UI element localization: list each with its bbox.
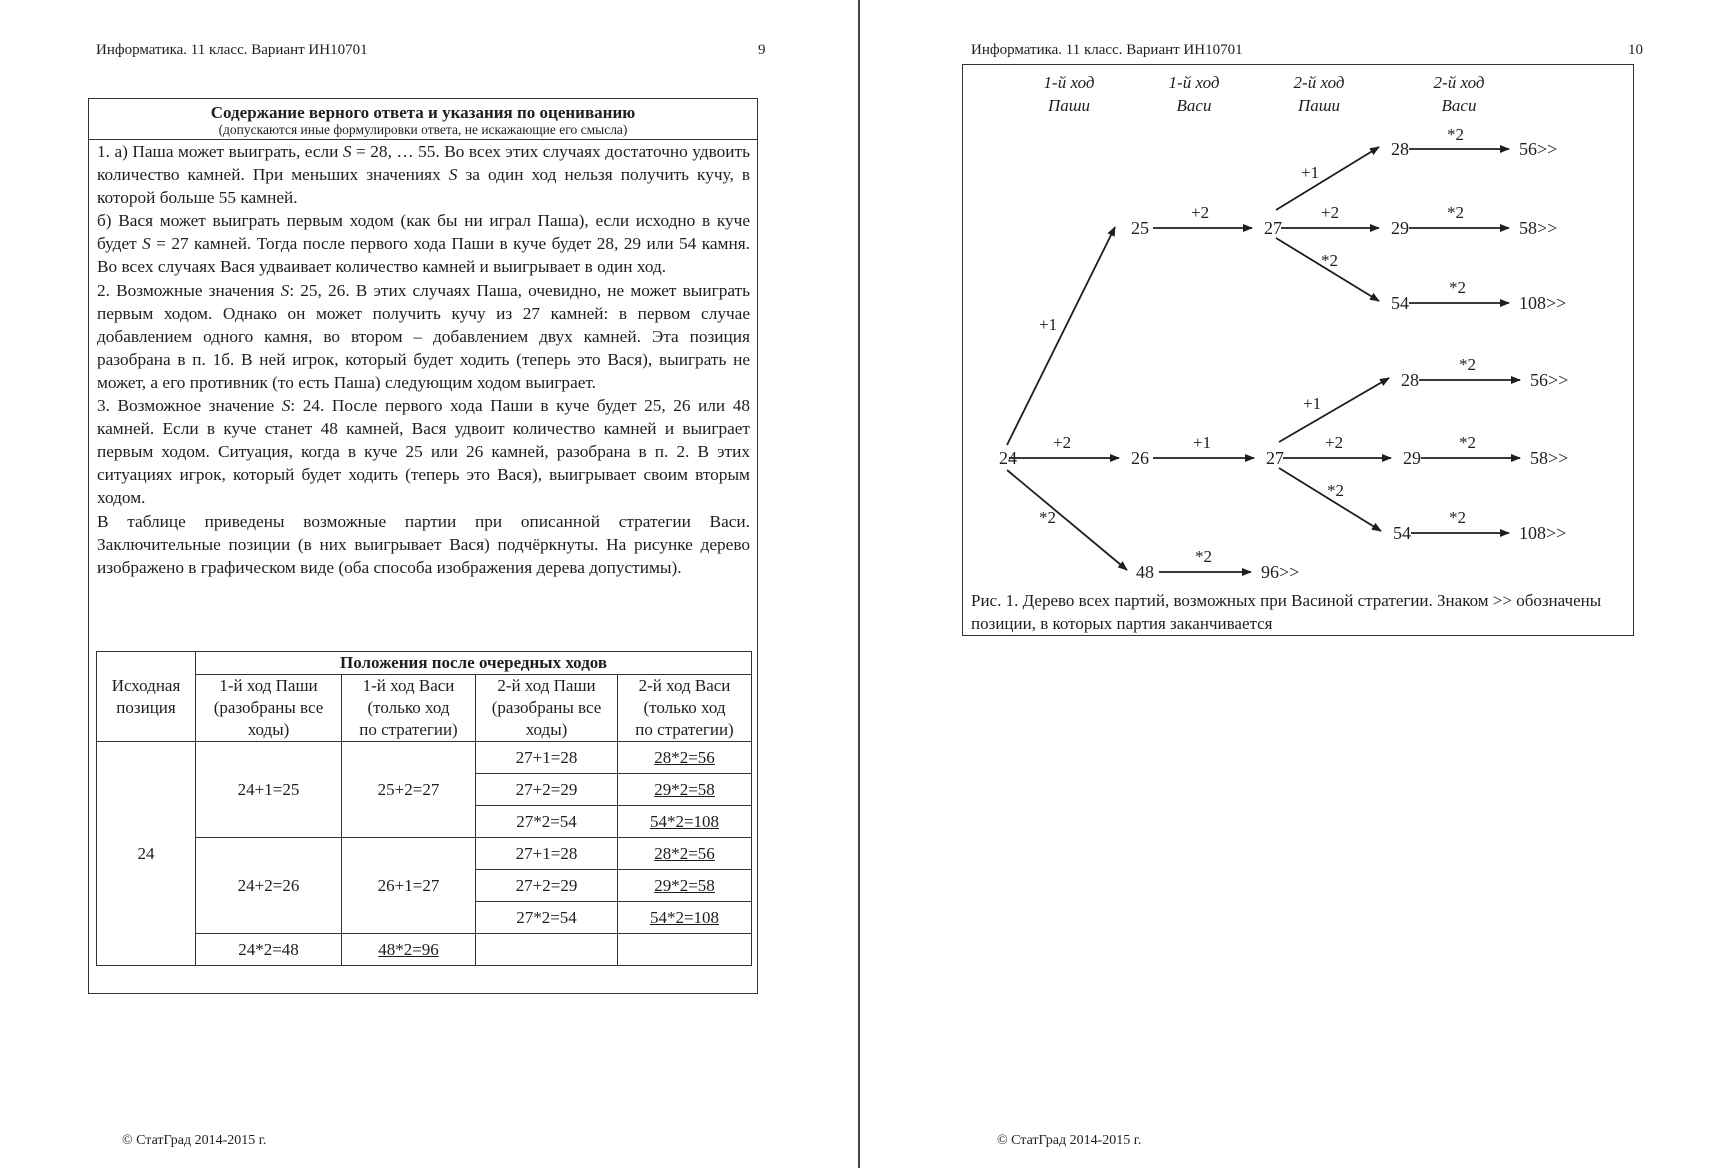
tree-edges xyxy=(1007,147,1520,572)
tree-edge-root_a xyxy=(1007,227,1115,445)
table-cell: 24+2=26 xyxy=(196,838,342,934)
tree-edge-a27_28 xyxy=(1276,147,1379,210)
tree-node-a108: 108>> xyxy=(1519,293,1567,313)
tree-edge-label-c_96: *2 xyxy=(1195,547,1212,566)
column-header: Паши xyxy=(1047,96,1091,115)
table-cell: 27+1=28 xyxy=(476,742,618,774)
tree-node-a54: 54 xyxy=(1391,293,1409,313)
tree-edge-label-b27_54: *2 xyxy=(1327,481,1344,500)
table-cell: 27*2=54 xyxy=(476,806,618,838)
tree-edge-label-root_c: *2 xyxy=(1039,508,1056,527)
games-table xyxy=(96,651,752,966)
paragraph-2: 2. Возможные значения S: 25, 26. В этих случаях Паша, очевидно, не может выиграть первым ходом. Однако он может получить кучу из 27 камней: в первом случае добавлением одного камня, во втором – добавлением двух камней. Эта позиция разобрана в п. 1б. В ней игрок, который будет ходить (теперь это Вася), выиграть не может, а его противник (то есть Паша) следующим ходом выиграет. xyxy=(97,280,750,392)
box-title: Содержание верного ответа и указания по оцениванию xyxy=(210,103,636,122)
column-header: 1-й ход xyxy=(1168,73,1220,92)
header-title-right: Информатика. 11 класс. Вариант ИН10701 xyxy=(971,42,1243,58)
tree-edge-label-root_b: +2 xyxy=(1053,433,1072,452)
table-cell: 24*2=48 xyxy=(196,934,342,966)
col-start-header: Исходная позиция xyxy=(97,652,196,742)
tree-edge-label-b27_28: +1 xyxy=(1303,394,1322,413)
start-cell: 24 xyxy=(97,742,196,966)
table-cell: 24+1=25 xyxy=(196,742,342,838)
tree-node-a28: 28 xyxy=(1391,139,1409,159)
answer-box xyxy=(88,98,758,994)
column-header: Васи xyxy=(1176,96,1212,115)
tree-node-b27: 27 xyxy=(1266,448,1284,468)
table-cell-final: 48*2=96 xyxy=(342,934,476,966)
table-cell-final: 29*2=58 xyxy=(618,774,752,806)
tree-edge-label-b54_108: *2 xyxy=(1449,508,1466,527)
box-subtitle: (допускаются иные формулировки ответа, не искажающие его смысла) xyxy=(89,123,757,140)
table-cell: 27+1=28 xyxy=(476,838,618,870)
tree-edge-label-b29_58: *2 xyxy=(1459,433,1476,452)
tree-edge-label-a27_54: *2 xyxy=(1321,251,1338,270)
tree-edge-label-a_27: +2 xyxy=(1191,203,1210,222)
tree-node-b29: 29 xyxy=(1403,448,1421,468)
tree-node-a29: 29 xyxy=(1391,218,1409,238)
table-cell-final: 28*2=56 xyxy=(618,838,752,870)
page-number-right: 10 xyxy=(1628,42,1643,58)
paragraph-3: 3. Возможное значение S: 24. После первого хода Паши в куче будет 25, 26 или 48 камней. Если в куче станет 48 камней, Вася удвоит количество камней и выиграет первым ходом. Ситуация, когда в куче 25 или 26 камней, разобрана в п. 2. В этих ситуациях игрок, который будет ходить (теперь это Вася), выигрывает своим вторым ходом. xyxy=(97,396,750,508)
column-header: 1-й ход xyxy=(1043,73,1095,92)
tree-node-b58: 58>> xyxy=(1530,448,1569,468)
tree-node-c: 48 xyxy=(1136,562,1154,582)
paragraph-table-intro: В таблице приведены возможные партии при описанной стратегии Васи. Заключительные позиции (в них выигрывает Вася) подчёркнуты. На рисунке дерево изображено в графическом виде (оба способа изображения дерева допустимы). xyxy=(97,511,750,577)
tree-node-b108: 108>> xyxy=(1519,523,1567,543)
tree-edge-label-b28_56: *2 xyxy=(1459,355,1476,374)
tree-node-a58: 58>> xyxy=(1519,218,1558,238)
column-header: Васи xyxy=(1441,96,1477,115)
column-header: 2-й ход xyxy=(1433,73,1485,92)
tree-node-a: 25 xyxy=(1131,218,1149,238)
table-row xyxy=(97,838,752,870)
figure-box xyxy=(962,64,1634,636)
page-number-left: 9 xyxy=(758,42,766,58)
table-row xyxy=(97,742,752,774)
tree-node-b54: 54 xyxy=(1393,523,1411,543)
table-row xyxy=(97,934,752,966)
col-pasha-2-header: 2-й ход Паши (разобраны все ходы) xyxy=(476,675,618,742)
footer-right: © СтатГрад 2014-2015 г. xyxy=(997,1133,1142,1148)
table-cell-final: 54*2=108 xyxy=(618,902,752,934)
footer-left: © СтатГрад 2014-2015 г. xyxy=(122,1133,267,1148)
col-vasya-1-header: 1-й ход Васи (только ход по стратегии) xyxy=(342,675,476,742)
col-pasha-1-header: 1-й ход Паши (разобраны все ходы) xyxy=(196,675,342,742)
tree-edge-label-a29_58: *2 xyxy=(1447,203,1464,222)
table-cell: 25+2=27 xyxy=(342,742,476,838)
tree-node-a56: 56>> xyxy=(1519,139,1558,159)
game-tree-diagram xyxy=(963,65,1633,585)
tree-edge-label-b27_29: +2 xyxy=(1325,433,1344,452)
column-header: 2-й ход xyxy=(1293,73,1345,92)
table-cell: 27+2=29 xyxy=(476,870,618,902)
tree-edge-label-a28_56: *2 xyxy=(1447,125,1464,144)
paragraph-1a: 1. а) Паша может выиграть, если S = 28, … 55. Во всех этих случаях достаточно удвоить количество камней. При меньших значениях S за один ход нельзя получить кучу, в которой больше 55 камней. xyxy=(97,142,750,208)
header-title-left: Информатика. 11 класс. Вариант ИН10701 xyxy=(96,42,368,58)
tree-edge-label-a54_108: *2 xyxy=(1449,278,1466,297)
tree-edge-label-root_a: +1 xyxy=(1039,315,1058,334)
column-header: Паши xyxy=(1297,96,1341,115)
tree-edge-label-a27_28: +1 xyxy=(1301,163,1320,182)
group-header: Положения после очередных ходов xyxy=(196,652,752,675)
tree-node-b56: 56>> xyxy=(1530,370,1569,390)
tree-node-b: 26 xyxy=(1131,448,1149,468)
tree-edge-label-a27_29: +2 xyxy=(1321,203,1340,222)
table-cell-final: 29*2=58 xyxy=(618,870,752,902)
table-cell-final: 54*2=108 xyxy=(618,806,752,838)
answer-text xyxy=(89,140,757,579)
tree-node-a27: 27 xyxy=(1264,218,1282,238)
col-vasya-2-header: 2-й ход Васи (только ход по стратегии) xyxy=(618,675,752,742)
tree-node-b28: 28 xyxy=(1401,370,1419,390)
table-cell: 26+1=27 xyxy=(342,838,476,934)
paragraph-1b: б) Вася может выиграть первым ходом (как бы ни играл Паша), если исходно в куче будет S = 27 камней. Тогда после первого хода Паши в куче будет 28, 29 или 54 камня. Во всех случаях Вася удваивает количество камней и выигрывает в один ход. xyxy=(97,211,750,277)
tree-node-root: 24 xyxy=(999,448,1017,468)
figure-caption: Рис. 1. Дерево всех партий, возможных при Васиной стратегии. Знаком >> обозначены позиции, в которых партия заканчивается xyxy=(971,591,1602,633)
table-cell-empty xyxy=(476,934,618,966)
table-cell-empty xyxy=(618,934,752,966)
table-cell-final: 28*2=56 xyxy=(618,742,752,774)
tree-edge-root_c xyxy=(1007,470,1127,570)
tree-node-c96: 96>> xyxy=(1261,562,1300,582)
table-cell: 27*2=54 xyxy=(476,902,618,934)
tree-edge-label-b_27: +1 xyxy=(1193,433,1212,452)
table-cell: 27+2=29 xyxy=(476,774,618,806)
